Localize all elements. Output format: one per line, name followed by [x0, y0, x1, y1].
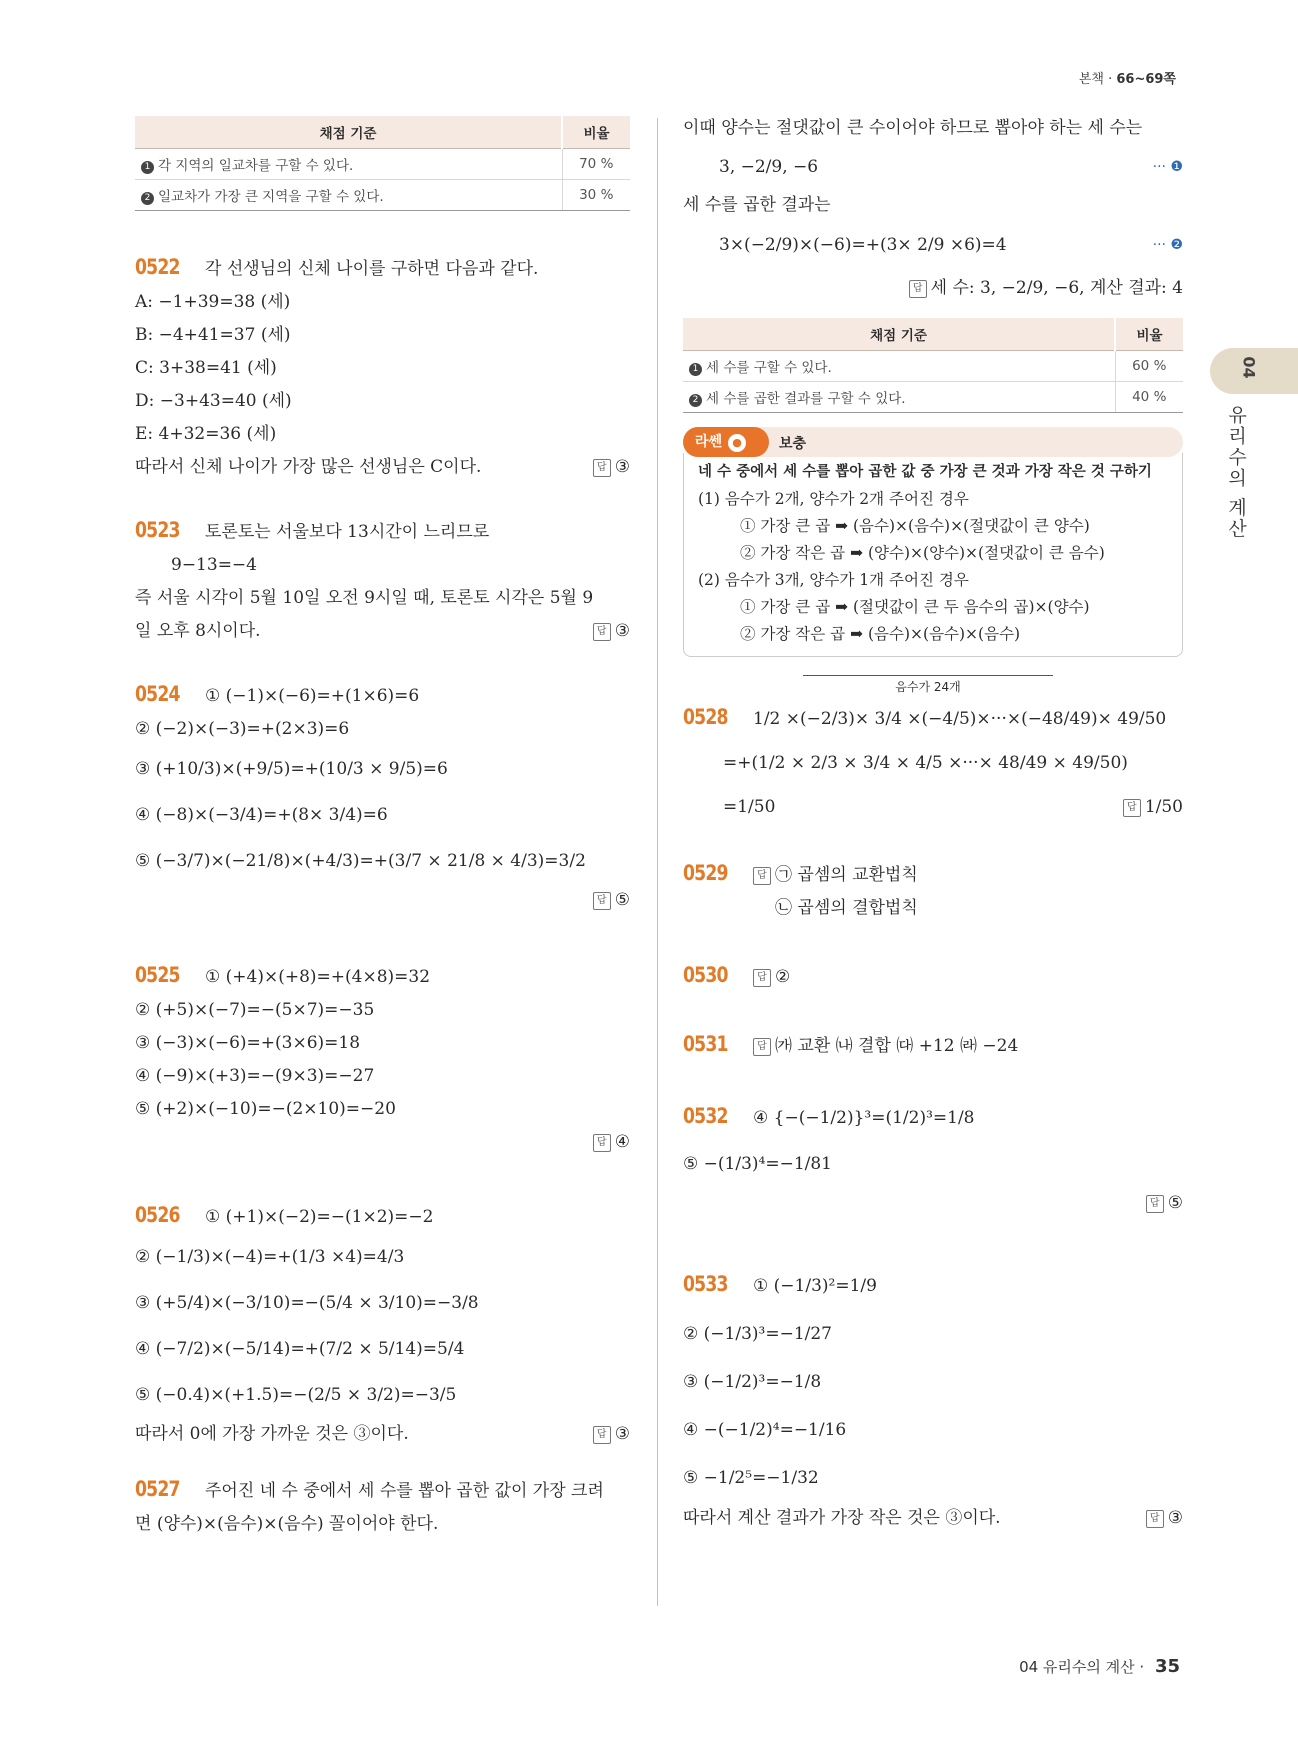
problem-number: 0528 [683, 705, 728, 729]
grading-header-rate: 비율 [562, 116, 630, 149]
problem-0533 [683, 1260, 1183, 1535]
answer-mark-icon: 답 [593, 1134, 611, 1152]
chapter-number: 04 [1239, 356, 1259, 379]
solution-line: 이때 양수는 절댓값이 큰 수이어야 하므로 뽑아야 하는 세 수는 [683, 118, 1143, 138]
conclusion: 따라서 계산 결과가 가장 작은 것은 ③이다. [683, 1508, 1001, 1528]
grading-header-criteria: 채점 기준 [135, 116, 562, 149]
problem-0522 [135, 251, 630, 484]
answer: ③ [614, 1424, 630, 1444]
problem-0523 [135, 514, 630, 648]
problem-number: 0526 [135, 1203, 180, 1227]
solution-line: 일 오후 8시이다. [135, 621, 261, 641]
answer: 세 수: 3, −2/9, −6, 계산 결과: 4 [930, 278, 1183, 298]
problem-number: 0532 [683, 1104, 728, 1128]
grading-row [683, 351, 1183, 382]
brace-label: 음수가 24개 [803, 675, 1053, 695]
solution-line: C: 3+38=41 (세) [135, 358, 277, 378]
solution-line: B: −4+41=37 (세) [135, 325, 291, 345]
grading-header-criteria: 채점 기준 [683, 318, 1115, 351]
solution-line: 세 수를 곱한 결과는 [683, 195, 831, 215]
supplement-content [683, 453, 1183, 657]
supplement-header [683, 427, 1183, 457]
supplement-label: 보충 [779, 436, 807, 452]
grading-criterion: 세 수를 곱한 결과를 구할 수 있다. [706, 391, 906, 407]
problem-text: 주어진 네 수 중에서 세 수를 뽑아 곱한 값이 가장 크려 [205, 1481, 604, 1501]
solution-line: ⑤ (−3/7)×(−21/8)×(+4/3)=+(3/7 × 21/8 × 4/3)=3/2 [135, 851, 586, 871]
answer: ④ [614, 1132, 630, 1152]
step-badge: 1 [689, 363, 702, 376]
problem-0524 [135, 678, 630, 917]
supplement-box [683, 427, 1183, 657]
answer: ㉠ 곱셈의 교환법칙 [775, 865, 918, 885]
grading-row [683, 382, 1183, 413]
grading-rate: 70 % [562, 149, 630, 180]
answer-mark-icon: 답 [753, 969, 771, 987]
solution-line: ① (+1)×(−2)=−(1×2)=−2 [205, 1207, 434, 1227]
grading-header-rate: 비율 [1115, 318, 1183, 351]
solution-line: ⑤ −(1/3)⁴=−1/81 [683, 1154, 832, 1174]
problem-number: 0527 [135, 1477, 180, 1501]
step-marker: ··· ❶ [1152, 159, 1183, 175]
solution-line: ④ {−(−1/2)}³=(1/2)³=1/8 [753, 1108, 975, 1128]
problem-text: 면 (양수)×(음수)×(음수) 꼴이어야 한다. [135, 1514, 439, 1534]
conclusion: 따라서 신체 나이가 가장 많은 선생님은 C이다. [135, 457, 482, 477]
problem-text: 토론토는 서울보다 13시간이 느리므로 [205, 522, 490, 542]
step-badge: 2 [689, 394, 702, 407]
problem-0528 [683, 675, 1183, 829]
supplement-case: (1) 음수가 2개, 양수가 2개 주어진 경우 [698, 490, 969, 508]
problem-number: 0525 [135, 963, 180, 987]
answer-mark-icon: 답 [593, 892, 611, 910]
solution-line: 즉 서울 시각이 5월 10일 오전 9시일 때, 토론토 시각은 5월 9 [135, 588, 594, 608]
problem-0526 [135, 1199, 630, 1451]
answer-mark-icon: 답 [593, 623, 611, 641]
solution-line: E: 4+32=36 (세) [135, 424, 277, 444]
solution-line: ④ (−7/2)×(−5/14)=+(7/2 × 5/14)=5/4 [135, 1339, 465, 1359]
answer: ③ [614, 457, 630, 477]
answer-mark-icon: 답 [1146, 1195, 1164, 1213]
page-reference: 본책 · 66~69쪽 [1078, 72, 1176, 87]
answer: ② [775, 967, 791, 987]
solution-line: 3, −2/9, −6 [719, 157, 819, 177]
answer-mark-icon: 답 [1146, 1510, 1164, 1528]
solution-line: ② (−2)×(−3)=+(2×3)=6 [135, 719, 350, 739]
solution-line: A: −1+39=38 (세) [135, 292, 291, 312]
solution-line: ③ (+5/4)×(−3/10)=−(5/4 × 3/10)=−3/8 [135, 1293, 479, 1313]
answer: ③ [1167, 1508, 1183, 1528]
problem-number: 0523 [135, 518, 180, 542]
step-marker: ··· ❷ [1152, 237, 1183, 253]
answer: ㈎ 교환 ㈏ 결합 ㈐ +12 ㈑ −24 [775, 1036, 1019, 1056]
answer: 1/50 [1144, 797, 1183, 817]
solution-line: ⑤ (−0.4)×(+1.5)=−(2/5 × 3/2)=−3/5 [135, 1385, 457, 1405]
solution-line: ④ (−8)×(−3/4)=+(8× 3/4)=6 [135, 805, 388, 825]
step-badge: 2 [141, 192, 154, 205]
chapter-title: 유리수의 계산 [1225, 405, 1247, 540]
solution-line: ② (−1/3)×(−4)=+(1/3 ×4)=4/3 [135, 1247, 405, 1267]
problem-number: 0522 [135, 255, 180, 279]
problem-0531 [683, 1028, 1183, 1063]
grading-rate: 40 % [1115, 382, 1183, 413]
grading-rate: 60 % [1115, 351, 1183, 382]
solution-line: =+(1/2 × 2/3 × 3/4 × 4/5 ×···× 48/49 × 49/50) [723, 753, 1128, 773]
solution-line: ③ (−3)×(−6)=+(3×6)=18 [135, 1033, 361, 1053]
answer-mark-icon: 답 [593, 1426, 611, 1444]
answer-mark-icon: 답 [753, 1038, 771, 1056]
supplement-item: ② 가장 작은 곱 ➡ (음수)×(음수)×(음수) [740, 625, 1021, 643]
supplement-title: 네 수 중에서 세 수를 뽑아 곱한 값 중 가장 큰 것과 가장 작은 것 구하기 [698, 464, 1152, 480]
problem-number: 0531 [683, 1032, 728, 1056]
grading-criterion: 일교차가 가장 큰 지역을 구할 수 있다. [158, 189, 384, 205]
problem-number: 0533 [683, 1272, 728, 1296]
problem-number: 0530 [683, 963, 728, 987]
badge-label: 라쎈 [695, 434, 723, 450]
solution-line: ⑤ −1/2⁵=−1/32 [683, 1468, 819, 1488]
solution-line: ① (−1)×(−6)=+(1×6)=6 [205, 686, 420, 706]
solution-line: D: −3+43=40 (세) [135, 391, 292, 411]
solution-line: ① (−1/3)²=1/9 [753, 1276, 877, 1296]
problem-0525 [135, 959, 630, 1159]
solution-line: ④ (−9)×(+3)=−(9×3)=−27 [135, 1066, 375, 1086]
right-column [683, 112, 1183, 1535]
answer: ㉡ 곱셈의 결합법칙 [775, 898, 918, 918]
supplement-item: ① 가장 큰 곱 ➡ (절댓값이 큰 두 음수의 곱)×(양수) [740, 598, 1090, 616]
supplement-item: ① 가장 큰 곱 ➡ (음수)×(음수)×(절댓값이 큰 양수) [740, 517, 1090, 535]
page-number: 35 [1154, 1656, 1180, 1677]
answer-mark-icon: 답 [593, 459, 611, 477]
chapter-tab [1210, 348, 1298, 394]
solution-line: =1/50 [723, 797, 776, 817]
solution-line: ② (−1/3)³=−1/27 [683, 1324, 832, 1344]
problem-0529 [683, 857, 1183, 925]
solution-line: 3×(−2/9)×(−6)=+(3× 2/9 ×6)=4 [719, 235, 1007, 255]
answer-mark-icon: 답 [1123, 799, 1141, 817]
solution-line: ③ (+10/3)×(+9/5)=+(10/3 × 9/5)=6 [135, 759, 448, 779]
grading-table-left [135, 116, 630, 211]
answer: ⑤ [1167, 1193, 1183, 1213]
column-divider [657, 118, 658, 1606]
grading-criterion: 세 수를 구할 수 있다. [706, 360, 832, 376]
left-column [135, 116, 630, 1541]
grading-table-right [683, 318, 1183, 413]
problem-0530 [683, 959, 1183, 994]
supplement-badge [683, 427, 769, 457]
supplement-item: ② 가장 작은 곱 ➡ (양수)×(양수)×(절댓값이 큰 음수) [740, 544, 1105, 562]
footer-label: 04 유리수의 계산 · [1019, 1658, 1149, 1676]
grading-row [135, 180, 630, 211]
solution-line: ⑤ (+2)×(−10)=−(2×10)=−20 [135, 1099, 396, 1119]
solution-line: ① (+4)×(+8)=+(4×8)=32 [205, 967, 431, 987]
plus-icon: ● [728, 434, 746, 452]
answer-mark-icon: 답 [909, 280, 927, 298]
step-badge: 1 [141, 161, 154, 174]
solution-line: ③ (−1/2)³=−1/8 [683, 1372, 822, 1392]
problem-0532 [683, 1093, 1183, 1220]
grading-criterion: 각 지역의 일교차를 구할 수 있다. [158, 158, 354, 174]
answer: ③ [614, 621, 630, 641]
problem-0527 [135, 1473, 630, 1541]
answer: ⑤ [614, 890, 630, 910]
solution-line: 9−13=−4 [171, 555, 257, 575]
grading-rate: 30 % [562, 180, 630, 211]
solution-line: ② (+5)×(−7)=−(5×7)=−35 [135, 1000, 375, 1020]
solution-line: 1/2 ×(−2/3)× 3/4 ×(−4/5)×···×(−48/49)× 49/50 [753, 709, 1167, 729]
problem-text: 각 선생님의 신체 나이를 구하면 다음과 같다. [205, 259, 539, 279]
problem-number: 0529 [683, 861, 728, 885]
problem-number: 0524 [135, 682, 180, 706]
answer-mark-icon: 답 [753, 867, 771, 885]
solution-line: ④ −(−1/2)⁴=−1/16 [683, 1420, 847, 1440]
conclusion: 따라서 0에 가장 가까운 것은 ③이다. [135, 1424, 409, 1444]
page-footer [1019, 1656, 1180, 1677]
grading-row [135, 149, 630, 180]
supplement-case: (2) 음수가 3개, 양수가 1개 주어진 경우 [698, 571, 969, 589]
